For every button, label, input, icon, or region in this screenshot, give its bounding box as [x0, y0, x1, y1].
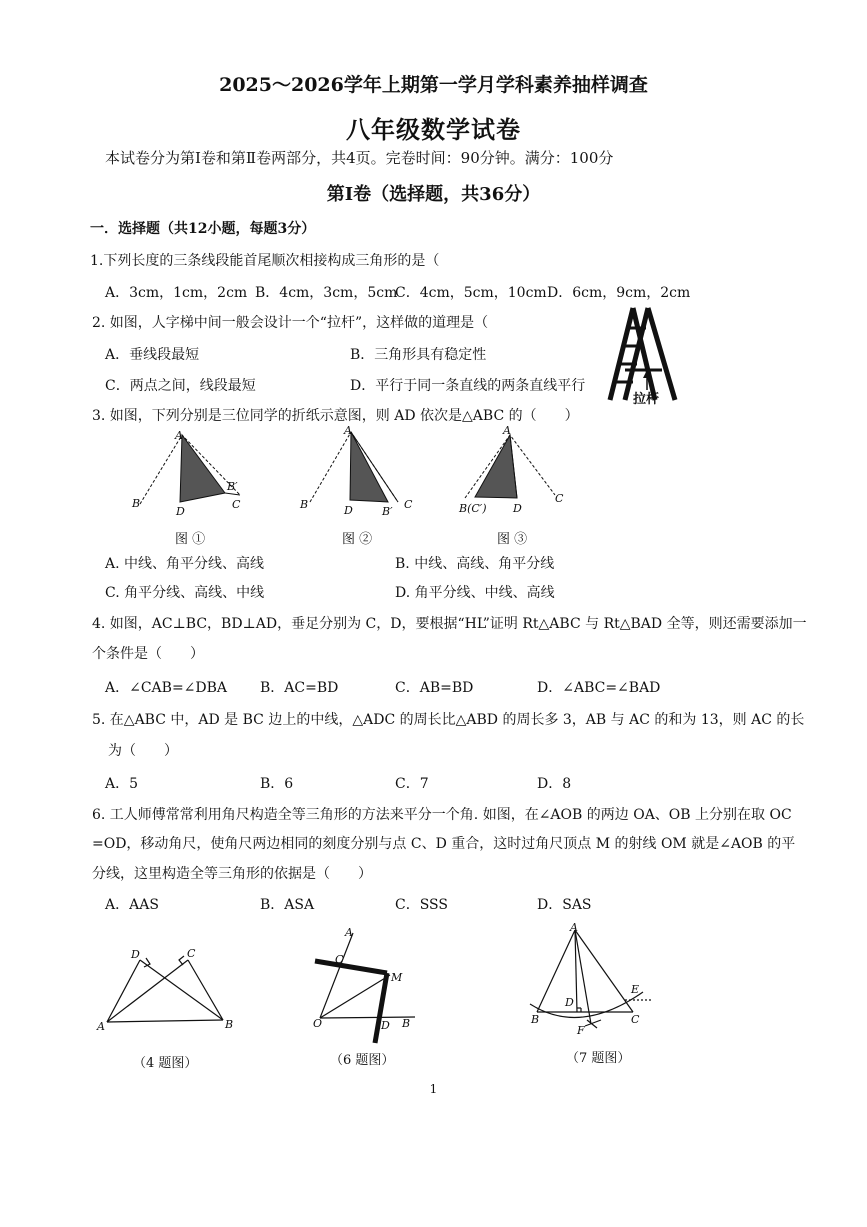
svg-text:D: D	[381, 1019, 390, 1032]
q2-option-c: C．两点之间，线段最短	[105, 378, 256, 394]
svg-text:C: C	[232, 498, 241, 511]
ladder-rod-label: 拉杆	[633, 392, 660, 407]
svg-text:B: B	[300, 498, 309, 511]
q5-option-d: D．8	[537, 776, 572, 792]
figure-q6	[305, 925, 435, 1050]
q3-stem: 3. 如图，下列分别是三位同学的折纸示意图，则 AD 依次是△ABC 的（ ）	[92, 408, 579, 424]
q1-option-d: D．6cm，9cm，2cm	[547, 285, 691, 301]
q1-option-c: C．4cm，5cm，10cm	[395, 285, 547, 301]
q3-figure-2	[298, 420, 428, 520]
svg-text:B′: B′	[382, 505, 393, 518]
svg-text:D: D	[131, 948, 140, 961]
svg-text:C: C	[187, 947, 196, 960]
svg-text:F: F	[577, 1024, 585, 1037]
q1-option-a: A．3cm，1cm，2cm	[105, 285, 248, 301]
q2-option-b: B．三角形具有稳定性	[350, 347, 487, 363]
svg-text:B(C′): B(C′)	[459, 502, 487, 515]
q5-option-a: A．5	[105, 776, 139, 792]
exam-info: 本试卷分为第Ⅰ卷和第Ⅱ卷两部分，共4页。完卷时间：90分钟。满分：100分	[105, 149, 614, 167]
q5-option-c: C．7	[395, 776, 429, 792]
svg-text:C: C	[555, 492, 564, 505]
q5-option-b: B．6	[260, 776, 294, 792]
caption-q7: （7 题图）	[566, 1051, 631, 1066]
ladder-figure	[600, 300, 690, 410]
figure-q7	[525, 920, 660, 1045]
section-heading: 一．选择题（共12小题，每题3分）	[90, 221, 316, 237]
svg-text:D: D	[344, 504, 353, 517]
q6-option-c: C．SSS	[395, 897, 448, 913]
svg-text:O: O	[313, 1017, 323, 1030]
q5-stem-line2: 为（ ）	[108, 743, 178, 759]
svg-text:B: B	[225, 1018, 234, 1031]
svg-text:A: A	[175, 429, 183, 442]
svg-text:A: A	[345, 926, 353, 939]
q4-stem-line1: 4. 如图，AC⊥BC，BD⊥AD，垂足分别为 C，D，要根据“HL”证明 Rt△ABC 与 Rt△BAD 全等，则还需要添加一	[92, 616, 807, 632]
q5-stem-line1: 5. 在△ABC 中，AD 是 BC 边上的中线，△ADC 的周长比△ABD 的周长多 3，AB 与 AC 的和为 13，则 AC 的长	[92, 712, 805, 728]
q6-stem-line1: 6. 工人师傅常常利用角尺构造全等三角形的方法来平分一个角. 如图，在∠AOB 的两边 OA、OB 上分别在取 OC	[92, 807, 792, 823]
q3-caption-3: 图 ③	[497, 532, 528, 547]
svg-text:E: E	[631, 983, 640, 996]
q3-figure-3	[455, 420, 575, 520]
svg-text:A: A	[97, 1020, 105, 1033]
q1-stem: 1.下列长度的三条线段能首尾顺次相接构成三角形的是（	[90, 253, 440, 269]
svg-text:A: A	[503, 424, 511, 437]
q3-figure-1	[130, 425, 260, 520]
exam-subject: 八年级数学试卷	[346, 115, 521, 144]
page-number: 1	[429, 1082, 438, 1096]
svg-text:C: C	[335, 953, 344, 966]
q1-option-b: B．4cm，3cm，5cm	[255, 285, 398, 301]
q4-stem-line2: 个条件是（ ）	[92, 646, 204, 662]
part-heading: 第Ⅰ卷（选择题，共36分）	[326, 184, 541, 205]
q2-option-d: D．平行于同一条直线的两条直线平行	[350, 378, 586, 394]
q4-option-c: C．AB=BD	[395, 680, 474, 696]
caption-q4: （4 题图）	[133, 1056, 198, 1071]
svg-text:M: M	[391, 971, 403, 984]
q3-caption-1: 图 ①	[175, 532, 206, 547]
q4-option-b: B．AC=BD	[260, 680, 339, 696]
q6-stem-line2: =OD，移动角尺，使角尺两边相同的刻度分别与点 C、D 重合，这时过角尺顶点 M 的射线 OM 就是∠AOB 的平	[92, 836, 796, 852]
q2-stem: 2. 如图，人字梯中间一般会设计一个“拉杆”，这样做的道理是（	[92, 315, 489, 331]
q6-option-a: A．AAS	[105, 897, 159, 913]
svg-text:D: D	[565, 996, 574, 1009]
q4-option-a: A．∠CAB=∠DBA	[105, 680, 228, 696]
q6-option-d: D．SAS	[537, 897, 592, 913]
caption-q6: （6 题图）	[330, 1053, 395, 1068]
q3-option-d: D. 角平分线、中线、高线	[395, 585, 555, 601]
svg-text:C: C	[404, 498, 413, 511]
svg-text:A: A	[344, 424, 352, 437]
q3-option-b: B. 中线、高线、角平分线	[395, 556, 555, 572]
svg-text:D: D	[176, 505, 185, 518]
q3-option-a: A. 中线、角平分线、高线	[105, 556, 265, 572]
q3-caption-2: 图 ②	[342, 532, 373, 547]
q6-stem-line3: 分线，这里构造全等三角形的依据是（ ）	[92, 866, 372, 882]
q3-option-c: C. 角平分线、高线、中线	[105, 585, 265, 601]
svg-text:C: C	[631, 1013, 640, 1026]
q6-option-b: B．ASA	[260, 897, 315, 913]
exam-title: 2025～2026学年上期第一学月学科素养抽样调查	[219, 74, 648, 96]
svg-text:B′: B′	[227, 480, 238, 493]
q2-option-a: A．垂线段最短	[105, 347, 200, 363]
svg-text:B: B	[402, 1017, 411, 1030]
q4-option-d: D．∠ABC=∠BAD	[537, 680, 661, 696]
svg-text:D: D	[513, 502, 522, 515]
svg-text:A: A	[570, 921, 578, 934]
svg-text:B: B	[132, 497, 141, 510]
figure-q4	[95, 940, 245, 1035]
svg-text:B: B	[531, 1013, 540, 1026]
